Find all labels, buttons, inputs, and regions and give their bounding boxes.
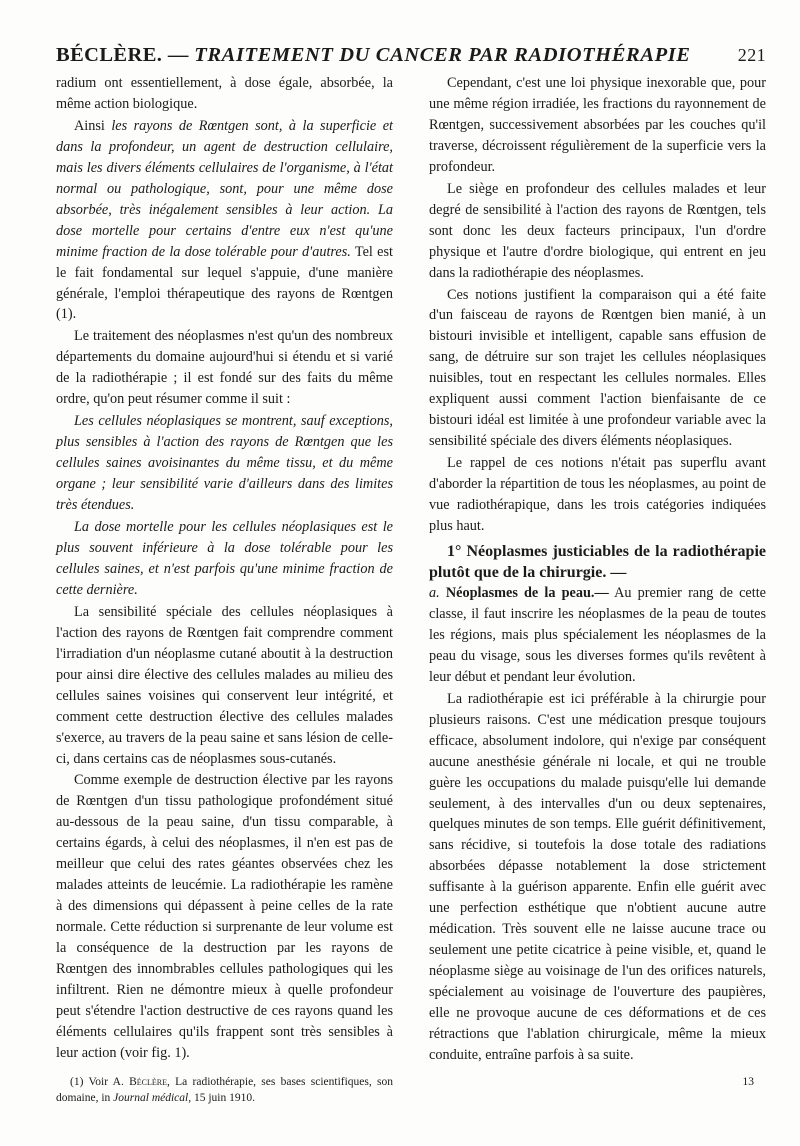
- paragraph-tail: Tel est le fait fondamental sur lequel s'appuie, d'une manière générale, l'emploi thérapeutique des rayons de Rœntgen (1).: [56, 243, 393, 323]
- paragraph: Le rappel de ces notions n'était pas superflu avant d'aborder la répartition de tous les néoplasmes, au point de vue radiothérapique, dans les trois catégories indiquées plus haut.: [429, 455, 766, 535]
- paragraph: Comme exemple de destruction élective par les rayons de Rœntgen d'un tissu pathologique profondément situé au-dessous de la peau saine, d'un tissu comparable, à certains égards, à celui des néoplasmes, il n'en est pas de meilleur que celui des rates géantes observées chez les malades atteints de leucémie. La radiothérapie les ramène à des dimensions qui dépassent à peine celles de la rate normale. Cette réduction si surprenante de leur volume est la conséquence de la destruction par les rayons de Rœntgen des innombrables cellules pathologiques qui les infiltrent. Rien ne démontre mieux à quelle profondeur peut s'étendre l'action destructive de ces rayons quand les éléments cellulaires qu'ils frappent sont très sensibles à leur action (voir fig. 1).: [56, 772, 393, 1061]
- paragraph: Cependant, c'est une loi physique inexorable que, pour une même région irradiée, les fractions du rayonnement de Rœntgen, successivement absorbées par les couches qu'il traverse, décroissent régulièrement de la superficie vers la profondeur.: [429, 75, 766, 175]
- header-separator: —: [167, 44, 189, 66]
- footnote-journal: Journal médical,: [113, 1091, 192, 1104]
- running-head: [56, 44, 766, 67]
- header-title: TRAITEMENT DU CANCER PAR RADIOTHÉRAPIE: [194, 44, 691, 66]
- subsection-title: Néoplasmes de la peau.—: [439, 584, 609, 601]
- paragraph: Le traitement des néoplasmes n'est qu'un des nombreux départements du domaine aujourd'hui si étendu et si varié de la radiothérapie ; il est fondé sur des faits du même ordre, qu'on peut résumer comme il suit :: [56, 328, 393, 408]
- footnote-author: Béclère: [129, 1075, 167, 1088]
- text-columns: [56, 73, 766, 1106]
- paragraph: a. Néoplasmes de la peau.— Au premier rang de cette classe, il faut inscrire les néoplasmes de la peau de toutes les régions, mais plus spécialement les néoplasmes de la peau du visage, sous les diverses formes qu'ils revêtent à leur début et pendant leur évolution.: [429, 584, 766, 685]
- page-number: 221: [737, 45, 766, 65]
- paragraph: Le siège en profondeur des cellules malades et leur degré de sensibilité à l'action des rayons de Rœntgen, tels sont donc les deux facteurs principaux, l'un d'ordre physique et l'autre d'ordre biologique, qui entrent en jeu dans la radiothérapie des néoplasmes.: [429, 180, 766, 281]
- paragraph: [56, 116, 393, 326]
- italic-paragraph: La dose mortelle pour les cellules néoplasiques est le plus souvent inférieure à la dose tolérable pour les cellules saines, et n'est parfois qu'une minime fraction de cette dernière.: [56, 519, 393, 598]
- header-author: BÉCLÈRE.: [56, 44, 163, 66]
- paragraph-lead: Ainsi: [74, 117, 112, 134]
- italic-paragraph: Les cellules néoplasiques se montrent, sauf exceptions, plus sensibles à l'action des rayons de Rœntgen que les cellules saines avoisinantes du même tissu, et du même organe ; leur sensibilité varie d'ailleurs dans des limites très étendues.: [56, 413, 393, 514]
- footnote: (1) Voir A. Béclère, La radiothérapie, ses bases scientifiques, son domaine, in Journal médical, 15 juin 1910.: [56, 1075, 393, 1104]
- italic-statement: les rayons de Rœntgen sont, à la superficie et dans la profondeur, un agent de destruction cellulaire, mais les divers éléments cellulaires de l'organisme, à l'état normal ou pathologique, sont, pour une même dose absorbée, très inégalement sensibles à leur action. La dose mortelle pour certains d'entre eux n'est qu'une minime fraction de la dose tolérable pour d'autres.: [56, 117, 393, 260]
- paragraph: radium ont essentiellement, à dose égale, absorbée, la même action biologique.: [56, 75, 393, 112]
- right-column: [429, 73, 766, 1106]
- paragraph: La sensibilité spéciale des cellules néoplasiques à l'action des rayons de Rœntgen fait comprendre comment l'irradiation d'un néoplasme cutané aboutit à la destruction pour ainsi dire élective des cellules malades au milieu des cellules saines voisines qui conservent leur intégrité, et comment cette destruction élective des cellules malades s'exerce, au travers de la peau saine et sans lésion de celle-ci, dans certains cas de néoplasmes sous-cutanés.: [56, 603, 393, 767]
- section-heading: 1° Néoplasmes justiciables de la radiothérapie plutôt que de la chirurgie. —: [429, 542, 766, 581]
- left-column: [56, 73, 393, 1106]
- paragraph: La radiothérapie est ici préférable à la chirurgie pour plusieurs raisons. C'est une médication presque toujours efficace, absolument indolore, qui n'exige par conséquent aucune anesthésie générale ni locale, et qui ne trouble guère les occupations du malade puisqu'elle lui demande seulement, à des intervalles d'un ou deux septenaires, quelques minutes de son temps. Elle guérit définitivement, sans récidive, si toutefois la dose totale des radiations absorbées dépasse notablement la dose strictement suffisante à la guérison apparente. Enfin elle guérit avec une perfection esthétique que n'obtient aucune autre médication. Très souvent elle ne laisse aucune trace ou seulement une petite cicatrice à peine visible, et, quand le néoplasme siège au voisinage de l'un des orifices naturels, spécialement au voisinage de l'ouverture des paupières, elle ne provoque aucune de ces déformations et de ces rétractions que l'ablation chirurgicale, même la mieux conduite, entraîne parfois à sa suite.: [429, 690, 766, 1063]
- paragraph: Ces notions justifient la comparaison qui a été faite d'un faisceau de rayons de Rœntgen bien manié, à un bistouri invisible et intelligent, capable sans effusion de sang, de détruire sur son trajet les cellules néoplasiques nuisibles, tout en respectant les cellules normales. Elles expliquent aussi comment l'action bienfaisante de ce bistouri idéal est limitée à une profondeur variable avec la sensibilité spéciale des divers éléments néoplasiques.: [429, 286, 766, 450]
- subsection-letter: a.: [429, 584, 440, 601]
- signature-mark: 13: [742, 1075, 754, 1088]
